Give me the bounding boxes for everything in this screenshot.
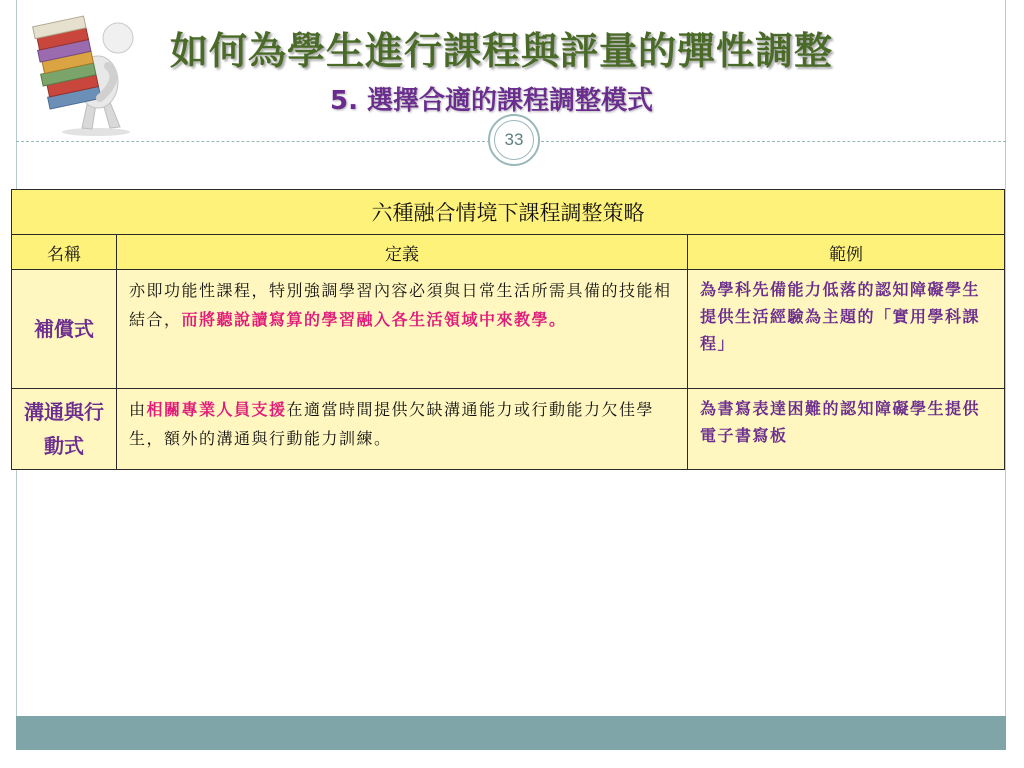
row-example: 為學科先備能力低落的認知障礙學生提供生活經驗為主題的「實用學科課程」 <box>688 270 1005 389</box>
header-divider-right <box>541 141 1006 142</box>
definition-text: 亦即功能性課程，特別強調學習內容必須與日常生活所需具備的技能相結合， <box>129 281 672 329</box>
column-header-definition: 定義 <box>117 235 688 270</box>
slide-title: 如何為學生進行課程與評量的彈性調整 <box>170 29 834 73</box>
row-name: 補償式 <box>12 270 117 389</box>
row-name: 溝通與行動式 <box>12 389 117 470</box>
page-number: 33 <box>494 120 534 160</box>
footer-bar <box>16 716 1006 750</box>
header-divider-left <box>16 141 490 142</box>
definition-text: 由 <box>129 400 147 419</box>
person-carrying-books-icon <box>30 8 150 136</box>
row-definition <box>117 389 688 470</box>
table-title: 六種融合情境下課程調整策略 <box>12 190 1005 235</box>
column-header-name: 名稱 <box>12 235 117 270</box>
definition-text-after: 在適當時間提供欠缺溝通能力或行動能力欠佳學生，額外的溝通與行動能力訓練。 <box>129 400 655 448</box>
row-definition <box>117 270 688 389</box>
row-example: 為書寫表達困難的認知障礙學生提供電子書寫板 <box>688 389 1005 470</box>
table-row <box>12 270 1005 389</box>
slide-subtitle: 5. 選擇合適的課程調整模式 <box>330 86 654 116</box>
definition-highlight: 而將聽說讀寫算的學習融入各生活領域中來教學。 <box>181 310 567 329</box>
definition-highlight: 相關專業人員支援 <box>146 400 287 419</box>
page-number-badge <box>488 114 540 166</box>
strategy-table <box>11 189 1005 470</box>
table-row <box>12 389 1005 470</box>
column-header-example: 範例 <box>688 235 1005 270</box>
